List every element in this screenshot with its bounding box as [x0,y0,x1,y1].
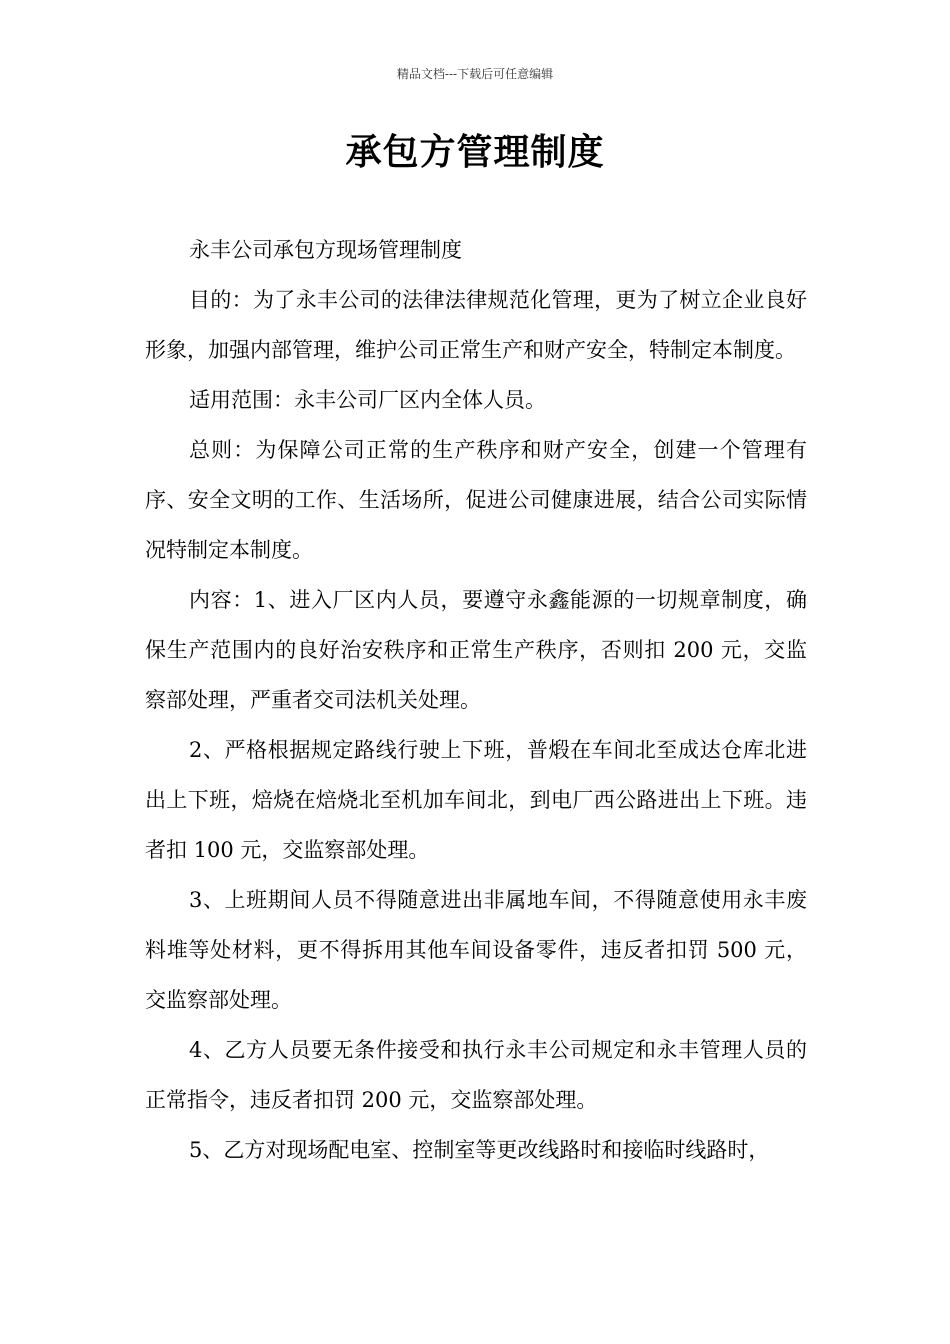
paragraph-purpose: 目的：为了永丰公司的法律法律规范化管理，更为了树立企业良好形象，加强内部管理，维护公司正常生产和财产安全，特制定本制度。 [145,288,807,362]
paragraph-rule-3: 3、上班期间人员不得随意进出非属地车间，不得随意使用永丰废料堆等处材料，更不得拆用其他车间设备零件，违反者扣罚 500 元，交监察部处理。 [145,888,807,1012]
paragraph-subtitle: 永丰公司承包方现场管理制度 [189,238,462,262]
paragraph-rule-5: 5、乙方对现场配电室、控制室等更改线路时和接临时线路时， [189,1138,770,1162]
paragraph-rule-4: 4、乙方人员要无条件接受和执行永丰公司规定和永丰管理人员的正常指令，违反者扣罚 200 元，交监察部处理。 [145,1038,807,1112]
document-title: 承包方管理制度 [345,132,605,173]
paragraph-rule-1: 内容：1、进入厂区内人员，要遵守永鑫能源的一切规章制度，确保生产范围内的良好治安秩序和正常生产秩序，否则扣 200 元，交监察部处理，严重者交司法机关处理。 [145,588,807,712]
paragraph-general: 总则：为保障公司正常的生产秩序和财产安全，创建一个管理有序、安全文明的工作、生活场所，促进公司健康进展，结合公司实际情况特制定本制度。 [145,438,807,562]
paragraph-scope: 适用范围：永丰公司厂区内全体人员。 [189,388,546,412]
document-body [145,225,807,1175]
header-note: 精品文档---下载后可任意编辑 [396,67,554,81]
paragraph-rule-2: 2、严格根据规定路线行驶上下班，普煅在车间北至成达仓库北进出上下班，焙烧在焙烧北至机加车间北，到电厂西公路进出上下班。违者扣 100 元，交监察部处理。 [145,738,807,862]
